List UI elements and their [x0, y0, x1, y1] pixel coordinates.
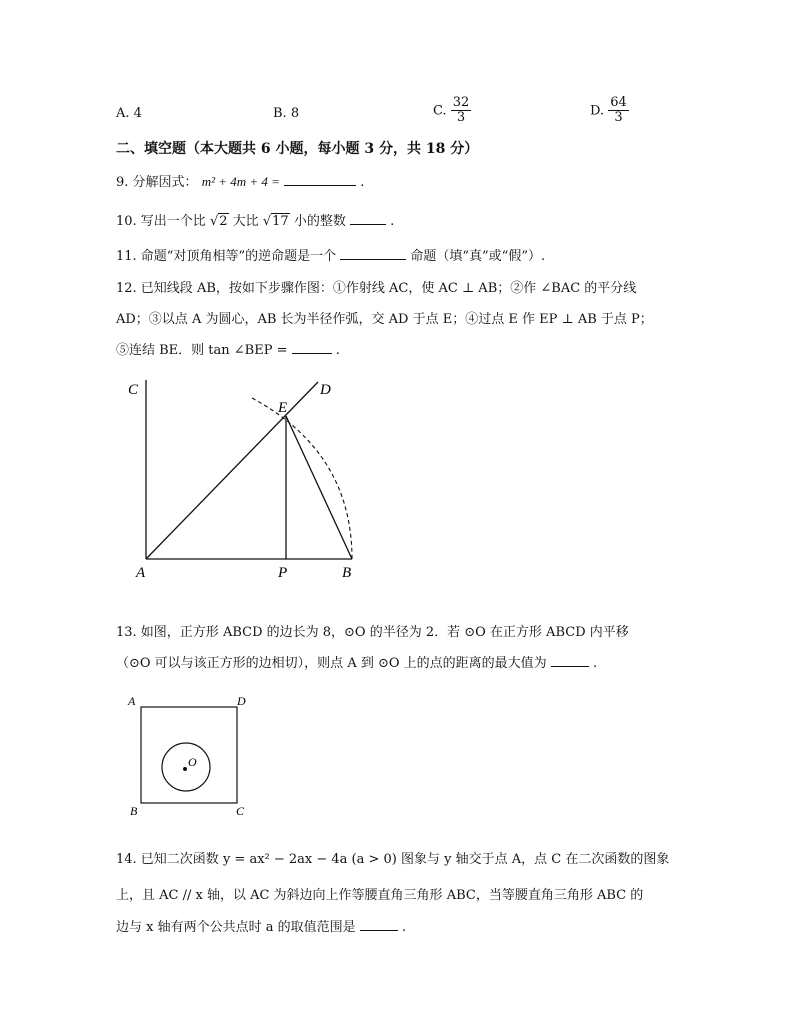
- q10-suffix: 小的整数: [293, 214, 346, 229]
- question-12-line-1: 12. 已知线段 AB，按如下步骤作图：①作射线 AC，使 AC ⊥ AB；②作 ∠BAC 的平分线: [116, 281, 637, 296]
- arc-dashed: [252, 398, 352, 559]
- label-a: A: [136, 565, 146, 581]
- q8-option-a: A. 4: [116, 106, 142, 121]
- radicand: 2: [219, 214, 228, 229]
- label-o: O: [188, 755, 197, 769]
- q8-option-d: [590, 96, 629, 126]
- answer-blank: [284, 173, 356, 186]
- figure-q13: [124, 690, 256, 820]
- q10-middle: 大比: [232, 214, 259, 229]
- q11-suffix: 命题（填“真”或“假”）.: [410, 249, 546, 264]
- circle-o: [162, 743, 210, 791]
- fraction-numerator: 64: [610, 95, 627, 110]
- label-b: B: [130, 804, 138, 818]
- section-title: 二、填空题（本大题共 6 小题，每小题 3 分，共 18 分）: [116, 141, 479, 157]
- q13-line2-text: （⊙O 可以与该正方形的边相切），则点 A 到 ⊙O 上的点的距离的最大值为: [116, 656, 547, 671]
- q10-prefix: 10. 写出一个比: [116, 214, 206, 229]
- q12-line3-text: ⑤连结 BE．则 tan ∠BEP =: [116, 343, 288, 358]
- fraction-denominator: 3: [451, 110, 472, 125]
- question-14-line-1: 14. 已知二次函数 y = ax² − 2ax − 4a (a > 0) 图象与 y 轴交于点 A，点 C 在二次函数的图象: [116, 852, 670, 867]
- center-dot-o: [183, 767, 187, 771]
- q12-line3-end: .: [335, 343, 340, 358]
- q8-option-c-fraction: [451, 96, 472, 126]
- question-13-line-1: 13. 如图，正方形 ABCD 的边长为 8，⊙O 的半径为 2．若 ⊙O 在正方形 ABCD 内平移: [116, 625, 629, 640]
- answer-blank: [340, 247, 406, 260]
- ray-ad: [146, 382, 318, 559]
- q14-line3-text: 边与 x 轴有两个公共点时 a 的取值范围是: [116, 920, 356, 935]
- question-10: [116, 210, 394, 229]
- question-13-line-2: [116, 652, 597, 671]
- q8-option-c: [433, 96, 471, 126]
- label-b: B: [342, 565, 352, 581]
- q9-prefix: 9. 分解因式：: [116, 175, 198, 190]
- question-12-line-2: AD；③以点 A 为圆心，AB 长为半径作弧，交 AD 于点 E；④过点 E 作 EP ⊥ AB 于点 P；: [116, 312, 653, 327]
- q14-line3-end: .: [401, 920, 407, 935]
- answer-blank: [551, 654, 589, 667]
- q13-line2-end: .: [592, 656, 598, 671]
- segment-be: [286, 416, 352, 559]
- q8-option-d-label: D.: [590, 103, 605, 119]
- sqrt-2: √2: [209, 214, 228, 229]
- label-p: P: [278, 565, 288, 581]
- q10-end: .: [390, 214, 395, 229]
- label-a: A: [128, 694, 136, 708]
- figure-q12: [120, 372, 380, 584]
- label-c: C: [236, 804, 245, 818]
- q8-option-b: B. 8: [273, 106, 300, 121]
- q8-option-c-label: C.: [433, 103, 447, 119]
- label-d: D: [237, 694, 246, 708]
- radicand: 17: [272, 214, 289, 229]
- q11-text: 11. 命题“对顶角相等”的逆命题是一个: [116, 249, 337, 264]
- question-14-line-3: [116, 916, 406, 935]
- label-e: E: [278, 400, 288, 416]
- label-c: C: [128, 382, 139, 398]
- fraction-numerator: 32: [452, 95, 470, 110]
- question-14-line-2: 上，且 AC // x 轴，以 AC 为斜边向上作等腰直角三角形 ABC，当等腰直角三角形 ABC 的: [116, 888, 644, 903]
- fraction-denominator: 3: [608, 110, 629, 125]
- answer-blank: [360, 918, 398, 931]
- q9-expression: m² + 4m + 4 =: [201, 174, 280, 189]
- question-12-line-3: [116, 339, 340, 358]
- sqrt-17: √17: [262, 214, 289, 229]
- question-9: [116, 171, 364, 190]
- q9-suffix: .: [360, 175, 365, 190]
- answer-blank: [350, 212, 386, 225]
- answer-blank: [292, 341, 332, 354]
- q8-option-d-fraction: [608, 96, 629, 126]
- label-d: D: [320, 382, 331, 398]
- question-11: [116, 245, 545, 264]
